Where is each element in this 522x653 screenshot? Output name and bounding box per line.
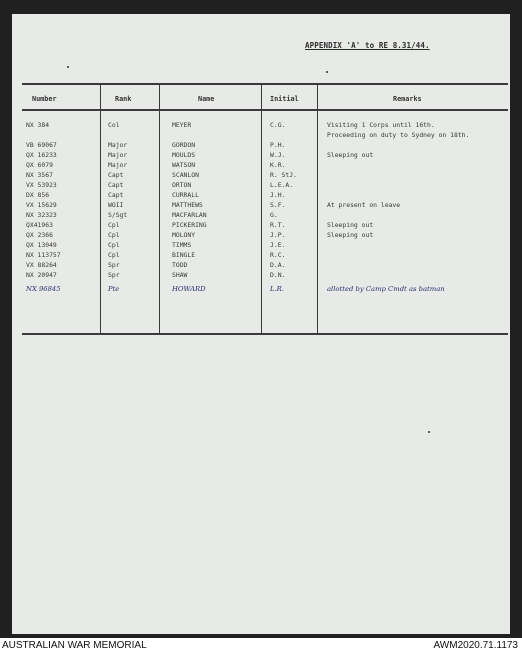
table-row — [12, 260, 510, 270]
row-number: QX41963 — [26, 221, 53, 229]
row-name: SCANLON — [172, 171, 199, 179]
row-rank: Spr — [108, 261, 120, 269]
footer-institution: AUSTRALIAN WAR MEMORIAL — [2, 640, 147, 651]
row-number: NX 96845 — [26, 285, 61, 293]
document-page — [12, 14, 510, 634]
table-row — [12, 284, 510, 294]
row-initial: G. — [270, 211, 278, 219]
row-rank: Cpl — [108, 221, 120, 229]
table-row — [12, 250, 510, 260]
row-name: MOLONY — [172, 231, 196, 239]
row-initial: L.E.A. — [270, 181, 294, 189]
row-number: NX 32323 — [26, 211, 57, 219]
row-name: HOWARD — [172, 285, 206, 293]
row-remarks: Sleeping out — [327, 221, 374, 229]
row-rank: Capt — [108, 171, 124, 179]
row-rank: Col — [108, 121, 120, 129]
table-row — [12, 150, 510, 160]
table-row — [12, 210, 510, 220]
column-header-number: Number — [32, 95, 57, 103]
table-row — [12, 220, 510, 230]
row-name: WATSON — [172, 161, 196, 169]
row-remarks: Sleeping out — [327, 151, 374, 159]
column-header-remarks: Remarks — [393, 95, 422, 103]
row-name: SHAW — [172, 271, 188, 279]
table-row — [12, 130, 510, 140]
row-rank: Major — [108, 161, 128, 169]
row-number: VX 53923 — [26, 181, 57, 189]
row-name: MACFARLAN — [172, 211, 207, 219]
row-rank: S/Sgt — [108, 211, 128, 219]
row-number: NX 384 — [26, 121, 50, 129]
column-header-name: Name — [198, 95, 215, 103]
table-row — [12, 180, 510, 190]
row-remarks: Visiting 1 Corps until 16th. — [327, 121, 435, 129]
row-rank: Cpl — [108, 231, 120, 239]
row-rank: Pte — [108, 285, 120, 293]
row-rank: Capt — [108, 181, 124, 189]
row-initial: D.A. — [270, 261, 286, 269]
row-number: QX 6079 — [26, 161, 53, 169]
row-name: BINGLE — [172, 251, 196, 259]
row-initial: R. StJ. — [270, 171, 297, 179]
row-initial: R.C. — [270, 251, 286, 259]
table-row — [12, 140, 510, 150]
table-row — [12, 230, 510, 240]
row-name: TIMMS — [172, 241, 192, 249]
table-top-rule — [22, 83, 508, 85]
table-row — [12, 240, 510, 250]
table-row — [12, 170, 510, 180]
row-name: TODD — [172, 261, 188, 269]
row-initial: L.R. — [270, 285, 284, 293]
row-name: GORDON — [172, 141, 196, 149]
row-rank: Major — [108, 151, 128, 159]
row-number: VX 88264 — [26, 261, 57, 269]
row-number: VB 69067 — [26, 141, 57, 149]
row-rank: Cpl — [108, 241, 120, 249]
row-rank: Capt — [108, 191, 124, 199]
row-name: MATTHEWS — [172, 201, 203, 209]
table-row — [12, 190, 510, 200]
appendix-title: APPENDIX 'A' to RE 8.31/44. — [305, 41, 430, 50]
row-initial: W.J. — [270, 151, 286, 159]
column-header-initial: Initial — [270, 95, 299, 103]
row-initial: J.E. — [270, 241, 286, 249]
column-header-rank: Rank — [115, 95, 132, 103]
row-name: PICKERING — [172, 221, 207, 229]
row-number: QX 16233 — [26, 151, 57, 159]
row-number: QX 2366 — [26, 231, 53, 239]
table-row — [12, 160, 510, 170]
row-initial: J.H. — [270, 191, 286, 199]
row-rank: Major — [108, 141, 128, 149]
row-number: NX 113757 — [26, 251, 61, 259]
table-row — [12, 270, 510, 280]
row-name: CURRALL — [172, 191, 199, 199]
row-initial: C.G. — [270, 121, 286, 129]
row-rank: Spr — [108, 271, 120, 279]
table-row — [12, 200, 510, 210]
row-initial: S.F. — [270, 201, 286, 209]
row-initial: P.H. — [270, 141, 286, 149]
table-header-rule — [22, 109, 508, 111]
row-number: NX 20947 — [26, 271, 57, 279]
row-number: VX 15629 — [26, 201, 57, 209]
footer-reference: AWM2020.71.1173 — [433, 640, 518, 651]
row-initial: D.N. — [270, 271, 286, 279]
row-number: DX 856 — [26, 191, 50, 199]
row-rank: Cpl — [108, 251, 120, 259]
ink-speck — [67, 66, 69, 68]
row-number: NX 3567 — [26, 171, 53, 179]
table-bottom-rule — [22, 333, 508, 335]
row-name: MOULDS — [172, 151, 196, 159]
row-initial: K.R. — [270, 161, 286, 169]
ink-speck — [326, 71, 328, 73]
ink-speck — [428, 431, 430, 433]
row-initial: J.P. — [270, 231, 286, 239]
row-remarks: Proceeding on duty to Sydney on 18th. — [327, 131, 470, 139]
table-row — [12, 120, 510, 130]
row-name: MEYER — [172, 121, 192, 129]
row-remarks: allotted by Camp Cmdt as batman — [327, 285, 445, 293]
row-initial: R.T. — [270, 221, 286, 229]
row-rank: WOII — [108, 201, 124, 209]
row-remarks: At present on leave — [327, 201, 401, 209]
row-number: QX 13049 — [26, 241, 57, 249]
row-name: ORTON — [172, 181, 192, 189]
archive-footer — [0, 638, 522, 653]
row-remarks: Sleeping out — [327, 231, 374, 239]
